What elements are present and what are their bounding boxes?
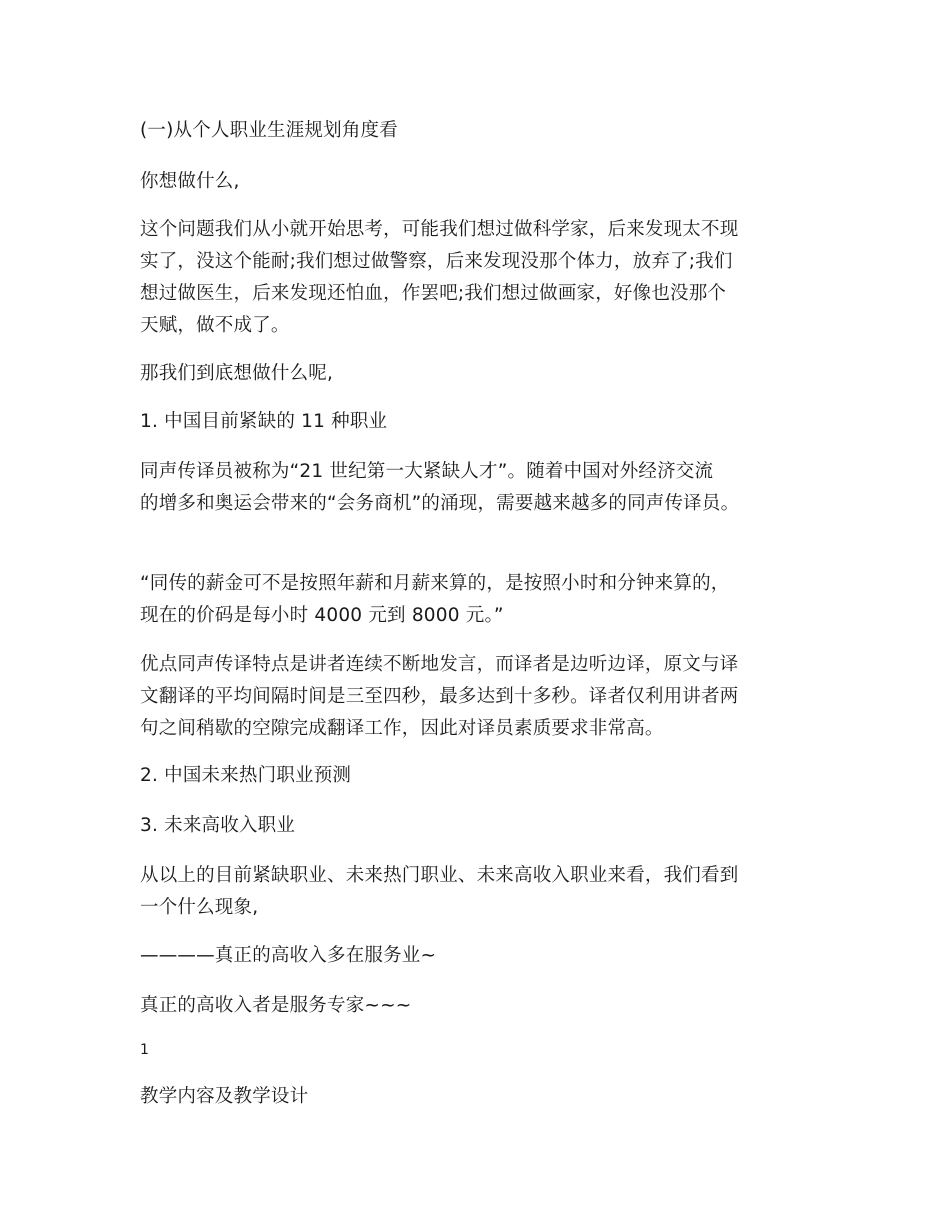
- paragraph-line: 句之间稍歇的空隙完成翻译工作，因此对译员素质要求非常高。: [140, 718, 664, 739]
- paragraph-line: 同声传译员被称为“21 世纪第一大紧缺人才”。随着中国对外经济交流: [140, 461, 714, 482]
- quote-line: “同传的薪金可不是按照年薪和月薪来算的，是按照小时和分钟来算的，: [140, 573, 730, 594]
- paragraph-line: 的增多和奥运会带来的“会务商机”的涌现，需要越来越多的同声传译员。: [140, 493, 740, 514]
- question-what-to-do: 你想做什么,: [140, 171, 240, 192]
- list-item-1: 1. 中国目前紧缺的 11 种职业: [140, 411, 388, 432]
- paragraph-line: 天赋，做不成了。: [140, 315, 290, 336]
- service-industry-line: ————真正的高收入多在服务业~: [140, 945, 437, 966]
- list-item-3: 3. 未来高收入职业: [140, 815, 296, 836]
- service-expert-line: 真正的高收入者是服务专家~~~: [140, 995, 412, 1016]
- paragraph-line: 一个什么现象,: [140, 897, 259, 918]
- section-heading: (一)从个人职业生涯规划角度看: [140, 120, 398, 141]
- footer-heading: 教学内容及教学设计: [140, 1086, 309, 1107]
- page-number: 1: [140, 1042, 149, 1058]
- question-what-really: 那我们到底想做什么呢,: [140, 363, 334, 384]
- paragraph-line: 文翻译的平均间隔时间是三至四秒，最多达到十多秒。译者仅利用讲者两: [140, 686, 739, 707]
- paragraph-line: 从以上的目前紧缺职业、未来热门职业、未来高收入职业来看，我们看到: [140, 865, 739, 886]
- paragraph-line: 想过做医生，后来发现还怕血，作罢吧;我们想过做画家，好像也没那个: [140, 283, 727, 304]
- paragraph-line: 实了，没这个能耐;我们想过做警察，后来发现没那个体力，放弃了;我们: [140, 251, 733, 272]
- list-item-2: 2. 中国未来热门职业预测: [140, 765, 352, 786]
- paragraph-line: 这个问题我们从小就开始思考，可能我们想过做科学家，后来发现太不现: [140, 219, 739, 240]
- paragraph-line: 优点同声传译特点是讲者连续不断地发言，而译者是边听边译，原文与译: [140, 654, 739, 675]
- quote-line: 现在的价码是每小时 4000 元到 8000 元。”: [140, 605, 504, 626]
